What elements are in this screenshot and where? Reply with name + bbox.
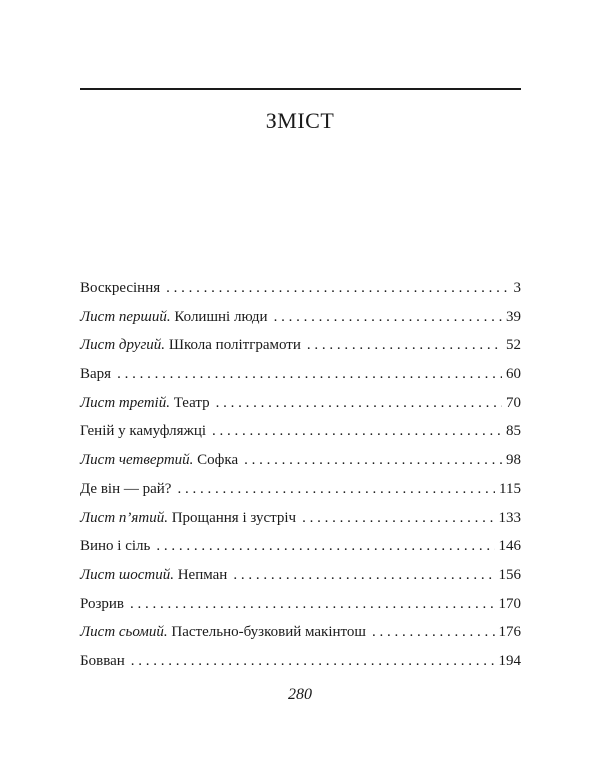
toc-entry-label (80, 624, 372, 641)
toc-entry-label (80, 395, 216, 412)
toc-entry-lead: Лист сьомий. (80, 624, 168, 641)
toc-entry-title: Софка (193, 452, 239, 469)
dot-leader (307, 337, 502, 354)
toc-entry[interactable] (80, 596, 521, 625)
toc-entry-label (80, 510, 302, 527)
toc-entry-label (80, 596, 130, 613)
dot-leader (156, 538, 494, 555)
toc-entry-label (80, 653, 131, 670)
toc-entry-page: 115 (499, 480, 521, 497)
top-rule (80, 88, 521, 90)
dot-leader (233, 567, 494, 584)
toc-entry-title: Бовван (80, 652, 125, 669)
toc-entry-page: 60 (506, 366, 521, 383)
toc-entry[interactable] (80, 510, 521, 539)
toc-entry-lead: Лист шостий. (80, 566, 174, 583)
dot-leader (117, 366, 502, 383)
dot-leader (372, 624, 495, 641)
toc-entry-page: 52 (506, 337, 521, 354)
toc-entry-title: Розрив (80, 595, 125, 612)
toc-entry[interactable] (80, 624, 521, 653)
dot-leader (302, 510, 494, 527)
toc-entry-page: 133 (498, 509, 521, 526)
toc-entry[interactable] (80, 280, 521, 309)
toc-entry[interactable] (80, 366, 521, 395)
toc-entry-title: Прощання і зустріч (167, 509, 297, 526)
dot-leader (216, 395, 502, 412)
toc-entry-lead: Лист четвертий. (80, 452, 194, 469)
toc-entry-label (80, 366, 117, 383)
toc-entry-page: 146 (498, 538, 521, 555)
dot-leader (274, 309, 502, 326)
toc-entry-title: Вино і сіль (80, 538, 151, 555)
toc-entry[interactable] (80, 567, 521, 596)
toc-entry-page: 194 (498, 652, 521, 669)
toc-entry-title: Непман (173, 566, 228, 583)
toc-entry[interactable] (80, 395, 521, 424)
toc-entry-page: 85 (506, 423, 521, 440)
dot-leader (131, 653, 495, 670)
toc-entry-title: Пастельно-бузковий макінтош (167, 624, 366, 641)
toc-entry-label (80, 309, 274, 326)
table-of-contents (80, 280, 521, 682)
toc-entry[interactable] (80, 481, 521, 510)
toc-entry-page: 156 (498, 566, 521, 583)
toc-entry-page: 3 (513, 280, 521, 296)
toc-entry-label (80, 280, 166, 297)
toc-entry-lead: Лист п’ятий. (80, 509, 168, 526)
toc-entry-title: Варя (80, 366, 112, 383)
toc-entry-label (80, 452, 244, 469)
toc-entry-page: 98 (506, 452, 521, 469)
toc-entry-lead: Лист третій. (80, 394, 170, 411)
page-number: 280 (288, 686, 312, 703)
toc-entry[interactable] (80, 538, 521, 567)
toc-entry-page: 176 (498, 624, 521, 641)
dot-leader (212, 423, 502, 440)
toc-entry-page: 170 (498, 595, 521, 612)
dot-leader (166, 280, 509, 297)
toc-entry-lead: Лист перший. (80, 308, 171, 325)
toc-entry-title: Театр (169, 394, 210, 411)
toc-entry[interactable] (80, 452, 521, 481)
toc-entry[interactable] (80, 309, 521, 338)
toc-entry-title: Воскресіння (80, 280, 161, 296)
toc-entry-label (80, 538, 156, 555)
toc-entry-page: 39 (506, 308, 521, 325)
toc-entry-title: Школа політграмоти (165, 337, 301, 354)
dot-leader (177, 481, 495, 498)
toc-entry-page: 70 (506, 394, 521, 411)
toc-entry-label (80, 567, 233, 584)
toc-entry-label (80, 423, 212, 440)
dot-leader (244, 452, 502, 469)
toc-entry-title: Колишні люди (170, 308, 268, 325)
toc-entry-lead: Лист другий. (80, 337, 166, 354)
toc-entry-title: Геній у камуфляжці (80, 423, 207, 440)
toc-entry-label (80, 337, 307, 354)
page-title: ЗМІСТ (265, 108, 335, 133)
toc-entry[interactable] (80, 423, 521, 452)
dot-leader (130, 596, 494, 613)
toc-entry[interactable] (80, 337, 521, 366)
toc-entry-title: Де він — рай? (80, 480, 172, 497)
toc-entry[interactable] (80, 653, 521, 682)
toc-entry-label (80, 481, 177, 498)
